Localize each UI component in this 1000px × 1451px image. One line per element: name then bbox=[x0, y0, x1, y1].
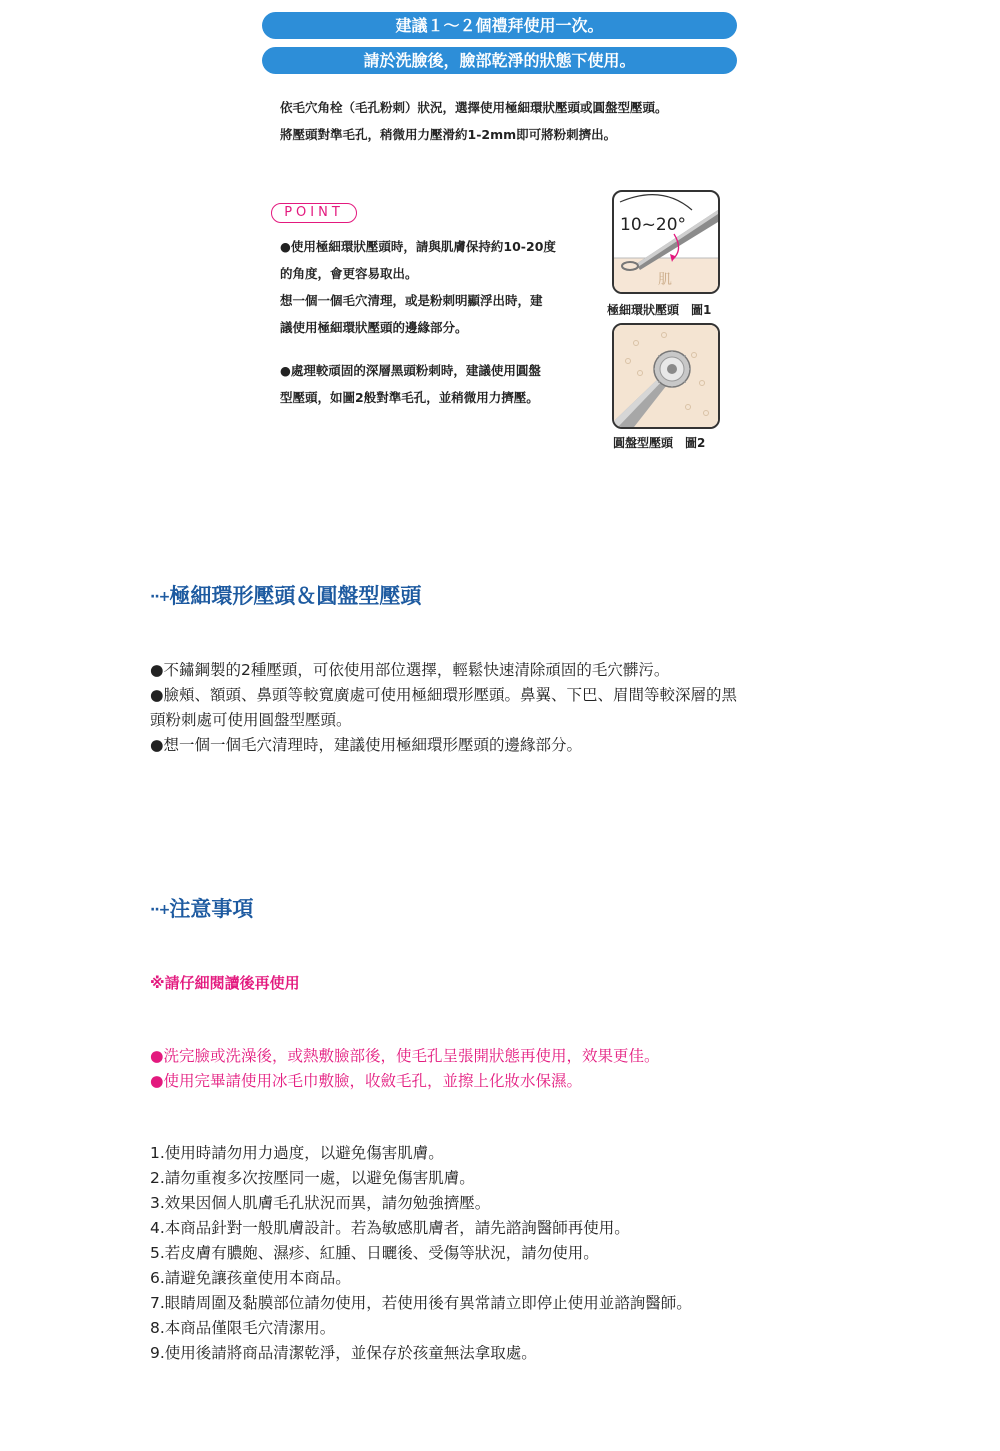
figure-2-caption: 圓盤型壓頭 圖2 bbox=[613, 436, 706, 450]
precaution-item: 4.本商品針對一般肌膚設計。若為敏感肌膚者，請先諮詢醫師再使用。 bbox=[150, 1219, 630, 1237]
tips-list bbox=[150, 1044, 660, 1094]
point-line: 議使用極細環狀壓頭的邊緣部分。 bbox=[280, 320, 468, 335]
disc-tip-figure bbox=[612, 323, 720, 429]
usage-condition-banner: 請於洗臉後，臉部乾淨的狀態下使用。 bbox=[262, 47, 737, 74]
point-line: 型壓頭，如圖2般對準毛孔，並稍微用力擠壓。 bbox=[280, 390, 539, 405]
usage-frequency-banner: 建議１～２個禮拜使用一次。 bbox=[262, 12, 737, 39]
precaution-item: 5.若皮膚有膿皰、濕疹、紅腫、日曬後、受傷等狀況，請勿使用。 bbox=[150, 1244, 599, 1262]
feature-line: ●不鏽鋼製的2種壓頭，可依使用部位選擇，輕鬆快速清除頑固的毛穴髒污。 bbox=[150, 661, 670, 679]
section-title-text: 極細環形壓頭＆圓盤型壓頭 bbox=[169, 584, 422, 608]
point-line: ●使用極細環狀壓頭時，請與肌膚保持約10-20度 bbox=[280, 239, 556, 254]
point-paragraph-2 bbox=[280, 357, 600, 411]
read-before-use-notice: ※請仔細閱讀後再使用 bbox=[150, 974, 300, 992]
title-ornament: ··+ bbox=[150, 902, 170, 918]
ring-tip-figure bbox=[612, 190, 720, 294]
features-list bbox=[150, 658, 850, 758]
ring-tip-illustration bbox=[614, 192, 718, 292]
precaution-item: 2.請勿重複多次按壓同一處，以避免傷害肌膚。 bbox=[150, 1169, 475, 1187]
precaution-item: 8.本商品僅限毛穴清潔用。 bbox=[150, 1319, 336, 1337]
precautions-list bbox=[150, 1141, 850, 1366]
section-title-text: 注意事項 bbox=[169, 897, 254, 921]
tip-line: ●洗完臉或洗澡後，或熱敷臉部後，使毛孔呈張開狀態再使用，效果更佳。 bbox=[150, 1047, 660, 1065]
figure-1-caption: 極細環狀壓頭 圖1 bbox=[607, 303, 712, 317]
section-title-tips bbox=[150, 580, 421, 610]
point-paragraph-1 bbox=[280, 233, 600, 341]
precaution-item: 9.使用後請將商品清潔乾淨，並保存於孩童無法拿取處。 bbox=[150, 1344, 537, 1362]
precaution-item: 3.效果因個人肌膚毛孔狀況而異，請勿勉強擠壓。 bbox=[150, 1194, 491, 1212]
angle-label: 10~20° bbox=[620, 215, 687, 235]
feature-line: 頭粉刺處可使用圓盤型壓頭。 bbox=[150, 711, 352, 729]
point-badge: POINT bbox=[271, 203, 357, 223]
feature-line: ●想一個一個毛穴清理時，建議使用極細環形壓頭的邊緣部分。 bbox=[150, 736, 583, 754]
disc-tip-illustration bbox=[614, 325, 718, 427]
feature-line: ●臉頰、額頭、鼻頭等較寬廣處可使用極細環形壓頭。鼻翼、下巴、眉間等較深層的黑 bbox=[150, 686, 738, 704]
precaution-item: 6.請避免讓孩童使用本商品。 bbox=[150, 1269, 351, 1287]
precaution-item: 7.眼睛周圍及黏膜部位請勿使用，若使用後有異常請立即停止使用並諮詢醫師。 bbox=[150, 1294, 692, 1312]
intro-text bbox=[280, 94, 668, 148]
skin-label: 肌 bbox=[658, 272, 672, 288]
tip-line: ●使用完畢請使用冰毛巾敷臉，收斂毛孔，並擦上化妝水保濕。 bbox=[150, 1072, 583, 1090]
intro-line: 將壓頭對準毛孔，稍微用力壓滑約1-2mm即可將粉刺擠出。 bbox=[280, 127, 617, 142]
intro-line: 依毛穴角栓（毛孔粉刺）狀況，選擇使用極細環狀壓頭或圓盤型壓頭。 bbox=[280, 100, 668, 115]
point-line: 想一個一個毛穴清理，或是粉刺明顯浮出時，建 bbox=[280, 293, 543, 308]
point-line: ●處理較頑固的深層黑頭粉刺時，建議使用圓盤 bbox=[280, 363, 541, 378]
title-ornament: ··+ bbox=[150, 589, 170, 605]
precaution-item: 1.使用時請勿用力過度，以避免傷害肌膚。 bbox=[150, 1144, 444, 1162]
section-title-precautions bbox=[150, 893, 253, 923]
point-line: 的角度，會更容易取出。 bbox=[280, 266, 418, 281]
